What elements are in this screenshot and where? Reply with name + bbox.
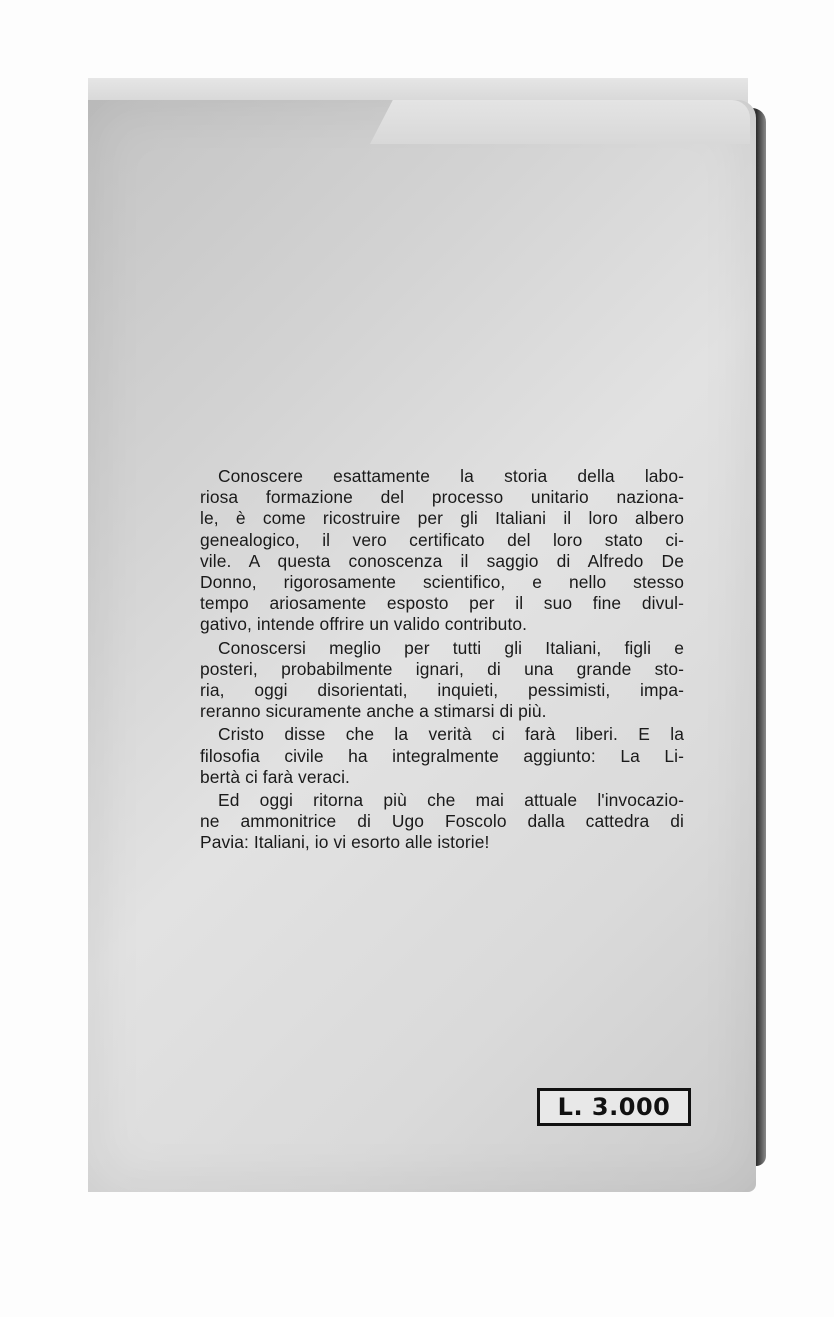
text-line: le, è come ricostruire per gli Italiani il loro albero xyxy=(200,508,684,529)
text-line: vile. A questa conoscenza il saggio di Alfredo De xyxy=(200,550,684,571)
text-line: gativo, intende offrire un valido contributo. xyxy=(200,614,528,635)
text-line: filosofia civile ha integralmente aggiunto: La Li- xyxy=(200,745,684,766)
text-line: Cristo disse che la verità ci farà liberi. E la xyxy=(218,724,684,745)
text-line: Conoscere esattamente la storia della labo- xyxy=(218,466,684,486)
back-cover-blurb xyxy=(200,466,684,856)
text-line: genealogico, il vero certificato del loro stato ci- xyxy=(200,529,684,550)
text-line: Donno, rigorosamente scientifico, e nello stesso xyxy=(200,572,684,593)
text-line: Conoscersi meglio per tutti gli Italiani, figli e xyxy=(218,637,684,658)
text-line: tempo ariosamente esposto per il suo fine divul- xyxy=(200,593,684,614)
text-line: bertà ci farà veraci. xyxy=(200,766,350,787)
blurb-paragraph-2 xyxy=(200,638,684,723)
text-line: ne ammonitrice di Ugo Foscolo dalla cattedra di xyxy=(200,811,684,832)
text-line: ria, oggi disorientati, inquieti, pessimisti, impa- xyxy=(200,680,684,701)
cover-top-fold xyxy=(370,100,750,144)
text-line: Ed oggi ritorna più che mai attuale l'invocazio- xyxy=(218,790,684,811)
blurb-paragraph-4 xyxy=(200,790,684,854)
text-line: reranno sicuramente anche a stimarsi di più. xyxy=(200,701,547,722)
blurb-paragraph-3 xyxy=(200,724,684,788)
blurb-paragraph-1 xyxy=(200,466,684,636)
text-line: Pavia: Italiani, io vi esorto alle istorie! xyxy=(200,832,490,853)
text-line: posteri, probabilmente ignari, di una grande sto- xyxy=(200,658,684,679)
text-line: riosa formazione del processo unitario naziona- xyxy=(200,487,684,508)
price-label: L. 3.000 xyxy=(537,1088,691,1126)
